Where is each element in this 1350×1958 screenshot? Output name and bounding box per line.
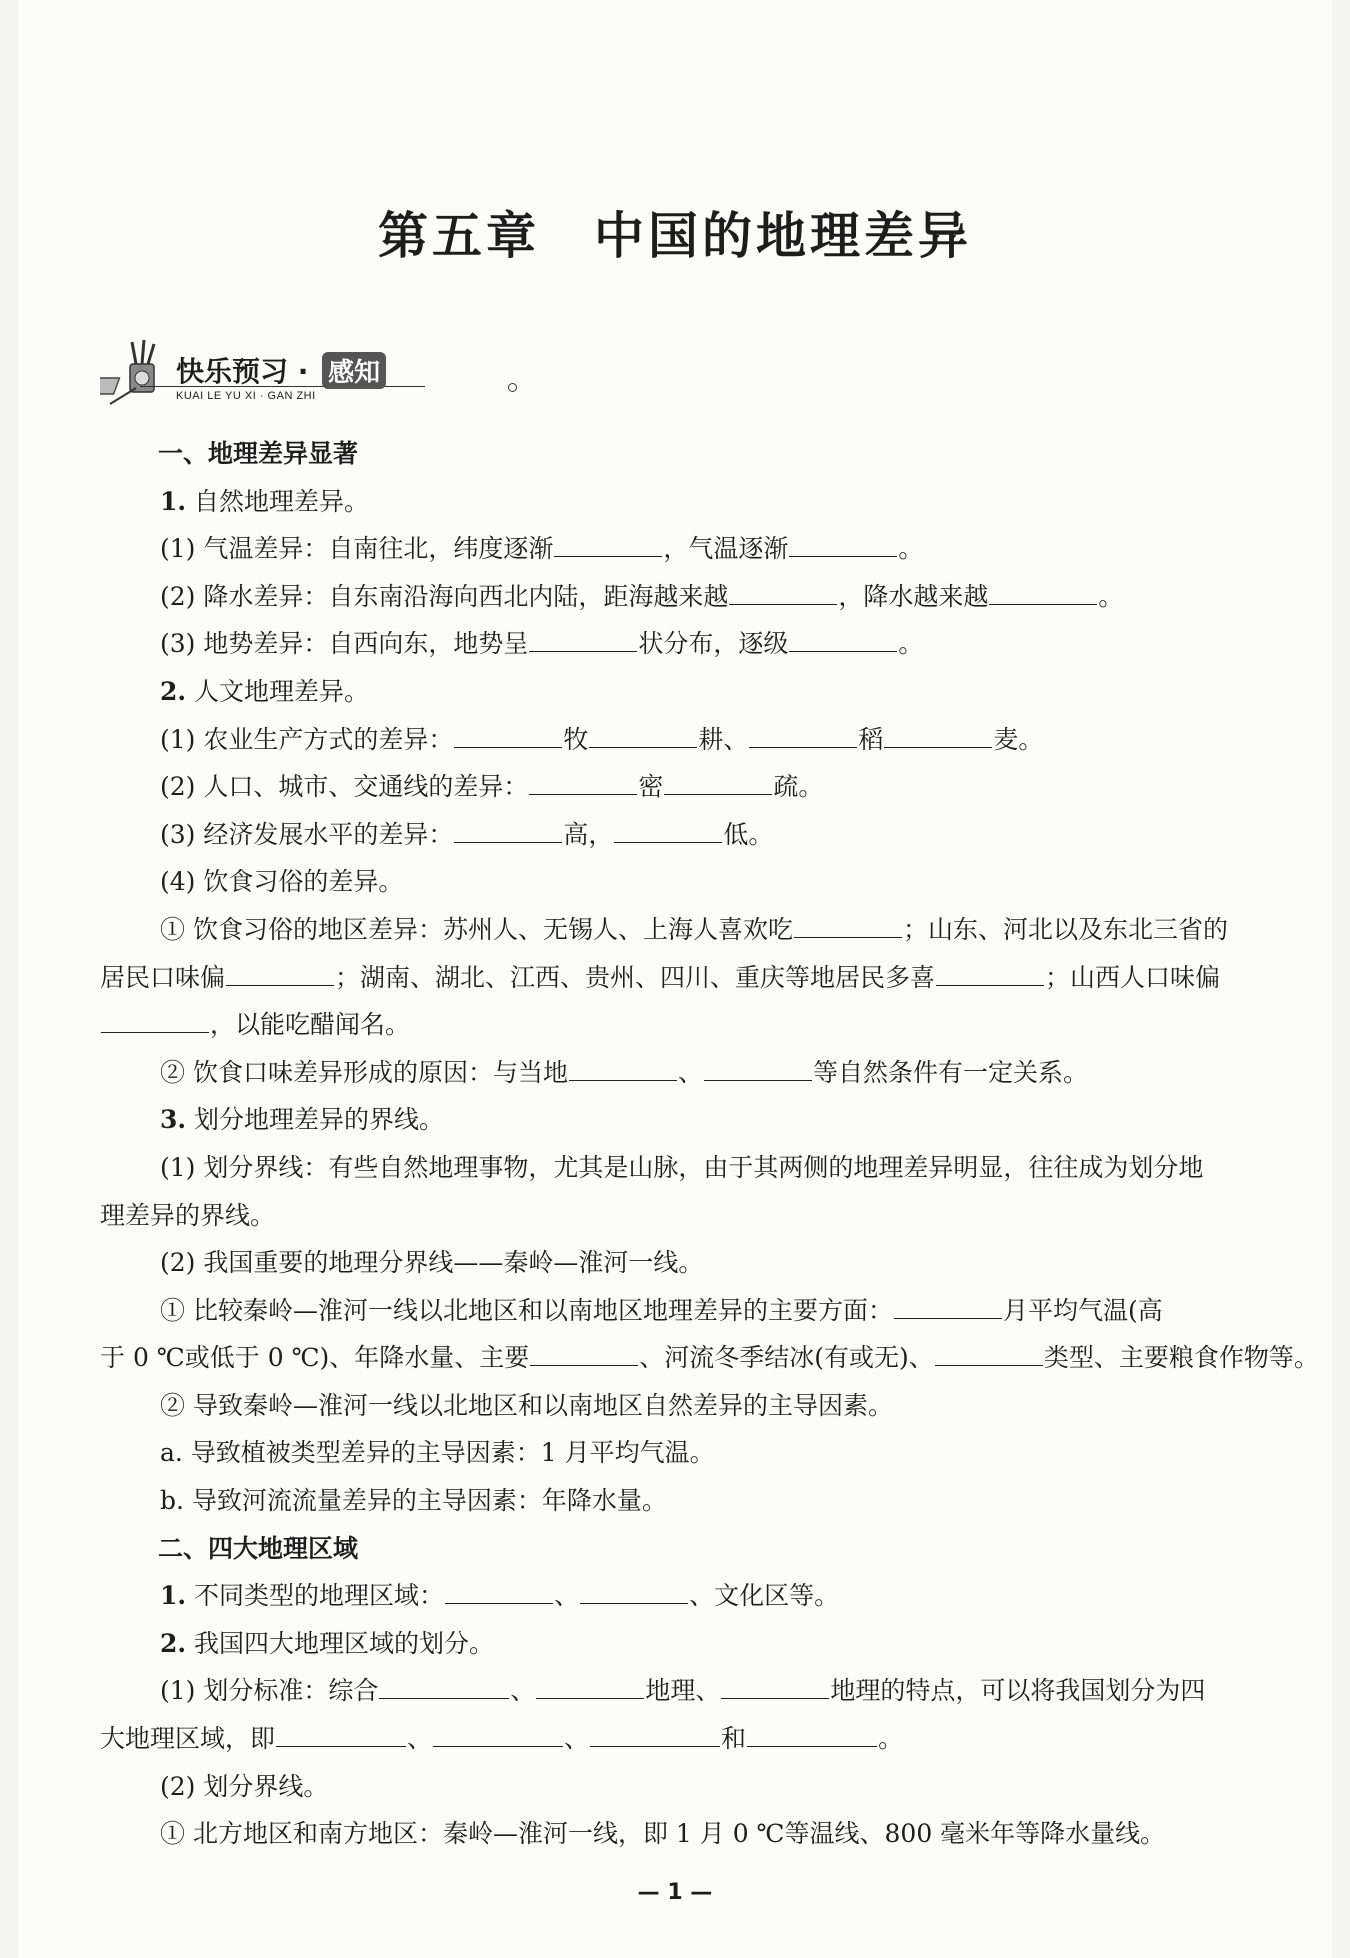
text-line: ① 比较秦岭—淮河一线以北地区和以南地区地理差异的主要方面： 月平均气温(高 <box>160 1295 1163 1325</box>
fill-blank[interactable] <box>226 963 334 986</box>
fill-blank[interactable] <box>101 1010 209 1033</box>
text-line: b. 导致河流流量差异的主导因素：年降水量。 <box>160 1486 667 1516</box>
fill-blank[interactable] <box>664 772 772 795</box>
text-line: (1) 农业生产方式的差异： 牧 耕、 稻 麦。 <box>160 724 1044 754</box>
badge-dot <box>508 383 517 392</box>
text-line: (2) 降水差异：自东南沿海向西北内陆，距海越来越 ，降水越来越 。 <box>160 581 1124 611</box>
chapter-title: 第五章 中国的地理差异 <box>378 206 972 265</box>
fill-blank[interactable] <box>884 725 992 748</box>
fill-blank[interactable] <box>729 582 837 605</box>
worksheet-content <box>100 430 1319 1858</box>
badge-pinyin: KUAI LE YU XI · GAN ZHI <box>176 390 316 402</box>
text-line: ② 导致秦岭—淮河一线以北地区和以南地区自然差异的主导因素。 <box>160 1390 893 1420</box>
fill-blank[interactable] <box>454 725 562 748</box>
text-line: (2) 划分界线。 <box>160 1771 329 1801</box>
text-line: (2) 人口、城市、交通线的差异： 密 疏。 <box>160 772 824 802</box>
item-heading: 2. 我国四大地理区域的划分。 <box>160 1628 495 1658</box>
fill-blank[interactable] <box>536 1676 644 1699</box>
fill-blank[interactable] <box>789 629 897 652</box>
text-line: 理差异的界线。 <box>100 1200 276 1230</box>
fill-blank[interactable] <box>614 820 722 843</box>
text-line: 于 0 ℃或低于 0 ℃)、年降水量、主要 、河流冬季结冰(有或无)、 类型、主要粮食作物等。 <box>100 1343 1319 1373</box>
pencil-cup-icon <box>100 338 170 408</box>
fill-blank[interactable] <box>379 1676 509 1699</box>
text-line: ① 北方地区和南方地区：秦岭—淮河一线，即 1 月 0 ℃等温线、800 毫米年等降水量线。 <box>160 1819 1166 1849</box>
fill-blank[interactable] <box>580 1581 688 1604</box>
page-number: — 1 — <box>637 1880 713 1905</box>
text-line: ② 饮食口味差异形成的原因：与当地 、 等自然条件有一定关系。 <box>160 1057 1088 1087</box>
text-line: (4) 饮食习俗的差异。 <box>160 867 404 897</box>
fill-blank[interactable] <box>529 772 637 795</box>
fill-blank[interactable] <box>445 1581 553 1604</box>
badge-title: 快乐预习 · 感知 <box>176 350 386 390</box>
item-heading: 3. 划分地理差异的界线。 <box>160 1105 445 1135</box>
text-line: ① 饮食习俗的地区差异：苏州人、无锡人、上海人喜欢吃 ；山东、河北以及东北三省的 <box>160 914 1228 944</box>
fill-blank[interactable] <box>554 534 662 557</box>
fill-blank[interactable] <box>989 582 1097 605</box>
section-heading-2: 二、四大地理区域 <box>158 1533 359 1563</box>
fill-blank[interactable] <box>935 1343 1043 1366</box>
section-heading-1: 一、地理差异显著 <box>158 439 359 468</box>
badge-tag: 感知 <box>322 352 386 389</box>
section-badge <box>100 338 420 410</box>
text-line: (1) 气温差异：自南往北，纬度逐渐 ，气温逐渐 。 <box>160 534 924 564</box>
item-heading: 2. 人文地理差异。 <box>160 676 370 706</box>
fill-blank[interactable] <box>749 725 857 748</box>
text-line: (2) 我国重要的地理分界线——秦岭—淮河一线。 <box>160 1248 704 1278</box>
fill-blank[interactable] <box>936 963 1044 986</box>
text-line: (1) 划分界线：有些自然地理事物，尤其是山脉，由于其两侧的地理差异明显，往往成为划分地 <box>160 1152 1204 1182</box>
fill-blank[interactable] <box>747 1724 877 1747</box>
text-line: 大地理区域，即 、 、 和 。 <box>100 1724 904 1754</box>
fill-blank[interactable] <box>530 1343 638 1366</box>
fill-blank[interactable] <box>704 1058 812 1081</box>
text-line: (1) 划分标准：综合 、 地理、 地理的特点，可以将我国划分为四 <box>160 1676 1206 1706</box>
fill-blank[interactable] <box>529 629 637 652</box>
item-heading: 1. 不同类型的地理区域： 、 、文化区等。 <box>160 1581 840 1611</box>
fill-blank[interactable] <box>590 1724 720 1747</box>
text-line: (3) 经济发展水平的差异： 高， 低。 <box>160 819 774 849</box>
fill-blank[interactable] <box>894 1296 1002 1319</box>
fill-blank[interactable] <box>721 1676 829 1699</box>
text-line: a. 导致植被类型差异的主导因素：1 月平均气温。 <box>160 1438 715 1468</box>
text-line: ，以能吃醋闻名。 <box>100 1001 1270 1049</box>
fill-blank[interactable] <box>789 534 897 557</box>
text-line: (3) 地势差异：自西向东，地势呈 状分布，逐级 。 <box>160 629 924 659</box>
fill-blank[interactable] <box>794 915 902 938</box>
text-line: 居民口味偏 ；湖南、湖北、江西、贵州、四川、重庆等地居民多喜 ；山西人口味偏 <box>100 962 1221 992</box>
fill-blank[interactable] <box>433 1724 563 1747</box>
fill-blank[interactable] <box>589 725 697 748</box>
fill-blank[interactable] <box>569 1058 677 1081</box>
fill-blank[interactable] <box>454 820 562 843</box>
fill-blank[interactable] <box>276 1724 406 1747</box>
item-heading: 1. 自然地理差异。 <box>160 486 370 516</box>
